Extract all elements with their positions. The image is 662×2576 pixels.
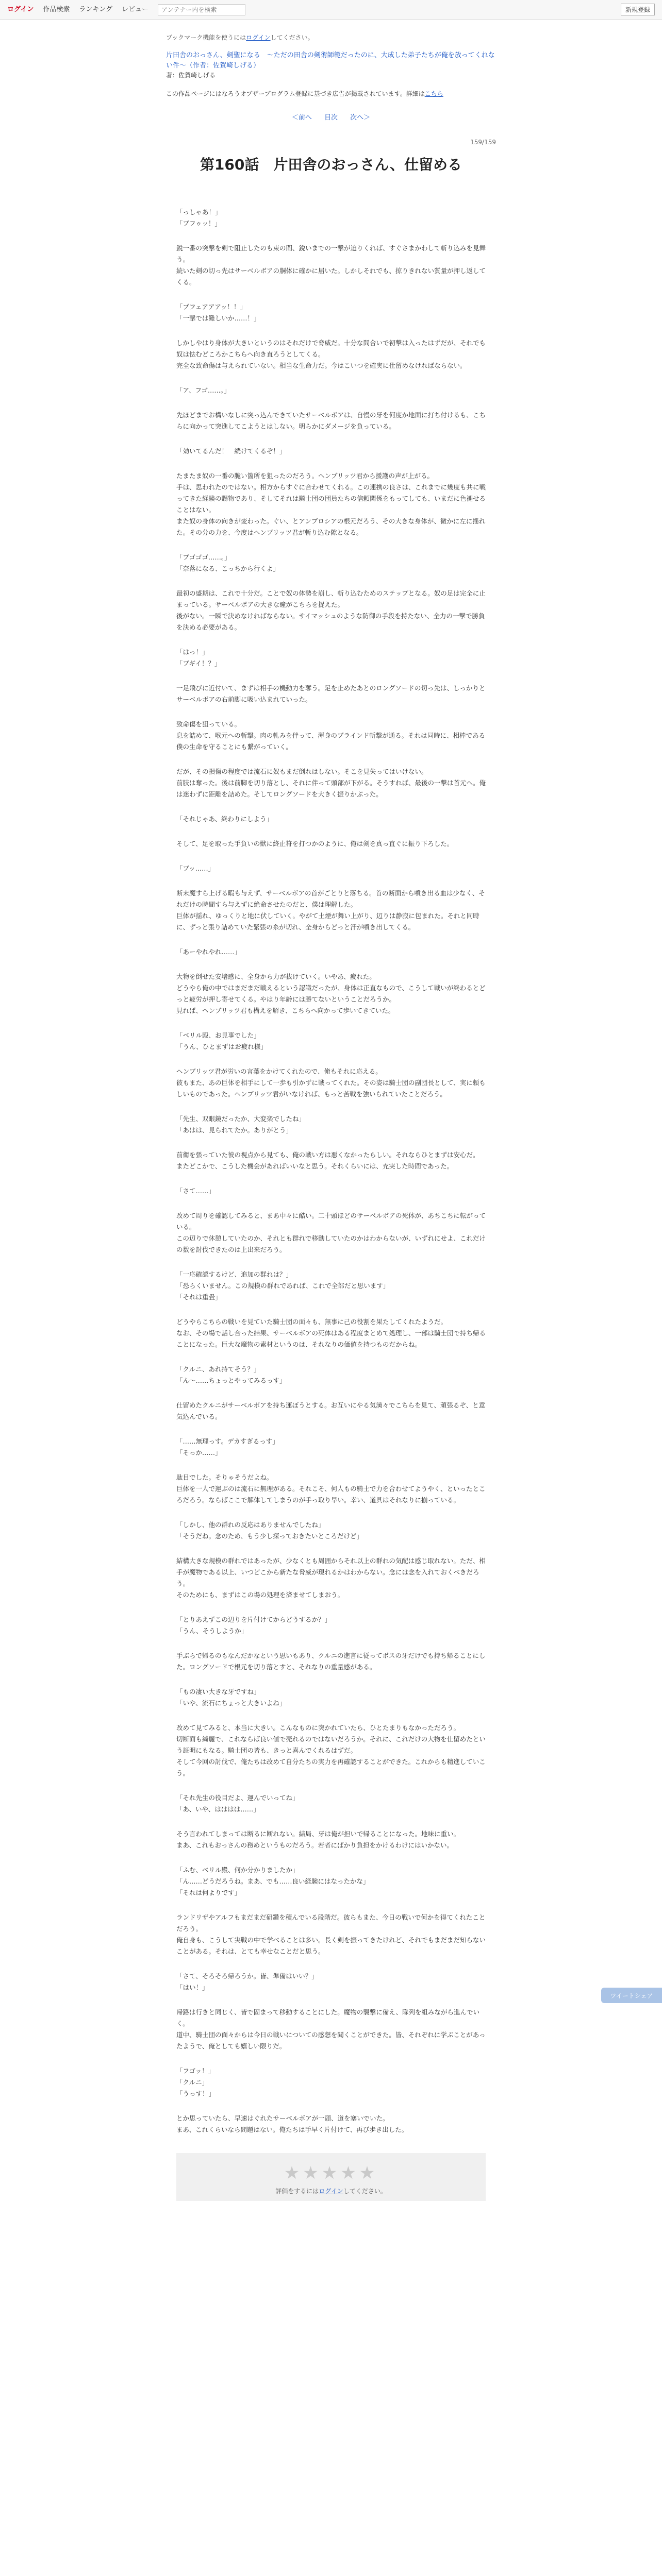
chapter-title: 第160話 片田舎のおっさん、仕留める	[200, 156, 462, 173]
star-icon[interactable]: ★	[284, 2162, 303, 2183]
body-paragraph: 「あーやれやれ……」	[176, 947, 241, 956]
main-container	[166, 20, 496, 176]
body-paragraph: とか思っていたら、早速はぐれたサーベルボアが一頭、道を塞いでいた。 まあ、これくらいなら問題はない。俺たちは手早く片付けて、再び歩き出した。	[176, 2114, 408, 2133]
body-paragraph: 「さて……」	[176, 1187, 216, 1195]
rating-login-link[interactable]: ログイン	[319, 2187, 343, 2195]
body-paragraph: どうやらこちらの戦いを見ていた騎士団の面々も、無事に己の役割を果たしてくれたようだ。 なお、その場で話し合った結果、サーベルボアの死体はある程度まとめて処理し、一部は騎士団で持ち帰ることになった。巨大な魔物の素材というのは、それなりの価値を持つものだからね。	[176, 1317, 486, 1348]
page-number: 159/159	[470, 138, 496, 146]
search-input[interactable]	[158, 4, 245, 15]
body-paragraph: 前衛を張っていた彼の視点から見ても、俺の戦い方は悪くなかったらしい。それならひとまずは安心だ。 またどこかで、こうした機会があればいいなと思う。それくらいには、充実した時間であった。	[176, 1150, 479, 1170]
body-paragraph: 先ほどまでお構いなしに突っ込んできていたサーベルボアは、自慢の牙を何度か地面に打ち付けるも、こちらに向かって突進してこようとはしない。明らかにダメージを負っている。	[176, 411, 486, 430]
body-paragraph: 「さて、そろそろ帰ろうか。皆、準備はいい？」 「はい！」	[176, 1972, 318, 1991]
star-icon[interactable]: ★	[340, 2162, 359, 2183]
star-icon[interactable]: ★	[359, 2162, 378, 2183]
series-title-link-line-1[interactable]: 片田舎のおっさん、剣聖になる ～ただの田舎の剣術師範だったのに、大成した弟子たちが俺を放ってくれな	[166, 52, 495, 59]
top-navigation-bar	[0, 0, 662, 20]
body-paragraph: 「効いてるんだ！ 続けてくるぞ！」	[176, 447, 286, 455]
bookmark-login-link[interactable]: ログイン	[246, 34, 271, 41]
ad-notice	[166, 89, 496, 98]
body-paragraph: 大物を倒せた安堵感に、全身から力が抜けていく。いやあ、疲れた。 どうやら俺の中ではまだまだ戦えるという認識だったが、身体は正直なもので、こうして戦いが終わるとどっと疲労が押し寄せてくる。やはり年齢には勝てないということだろうか。 見れば、ヘンブリッツ君も構えを解き、こちらへ向かって歩いてきていた。	[176, 972, 486, 1014]
body-paragraph: 「一応確認するけど、追加の群れは？」 「恐らくいません。この規模の群れであれば、これで全部だと思います」 「それは重畳」	[176, 1270, 390, 1301]
ad-notice-link[interactable]: こちら	[424, 90, 443, 97]
body-paragraph: 「先生、双眼鏡だったか、大変楽でしたね」 「あはは、見られてたか。ありがとう」	[176, 1114, 306, 1134]
ad-notice-text: この作品ページにはなろうオブザーブログラム登録に基づき広告が掲載されています。詳細は	[166, 90, 425, 97]
register-button[interactable]: 新規登録	[621, 4, 655, 15]
body-paragraph: 致命傷を狙っている。 息を詰めて、喉元への斬撃。肉の軋みを伴って、渾身のブラインド斬撃が通る。それは同時に、相棒である僕の生命を守ることにも繋がっていく。	[176, 720, 486, 751]
body-paragraph: 改めて周りを確認してみると、まあ中々に酷い。二十頭ほどのサーベルボアの死体が、あちこちに転がっている。 この辺りで休憩していたのか、それとも群れで移動していたのかはわからないが、いずれにせよ、これだけの数を討伐できたのは上出来だろう。	[176, 1211, 486, 1253]
body-paragraph: しかしやはり身体が大きいというのはそれだけで脅威だ。十分な間合いで初撃は入ったはずだが、それでも奴は怯むどころかこちらへ向き直ろうとしてくる。 完全な致命傷は与えられていない。相当な生命力だ。今はこいつを確実に仕留めなければならない。	[176, 338, 486, 369]
novel-body	[176, 207, 486, 2136]
body-paragraph: 「とりあえずこの辺りを片付けてからどうするか？」 「うん、そうしようか」	[176, 1615, 332, 1635]
body-paragraph: そして、足を取った手負いの獣に終止符を打つかのように、俺は剣を真っ直ぐに振り下ろした。	[176, 839, 454, 848]
find-works-link[interactable]: 作品検索	[43, 5, 70, 13]
body-paragraph: 改めて見てみると、本当に大きい。こんなものに突かれていたら、ひとたまりもなかっただろう。 切断面も綺麗で、これならば良い値で売れるのではないだろうか。それに、これだけの大物を仕留めたという証明にもなる。騎士団の皆も、きっと喜んでくれるはずだ。 そして今回の討伐で、俺たちは改めて自分たちの実力を再確認することができた。これからも精進していこう。	[176, 1723, 486, 1777]
login-link[interactable]: ログイン	[7, 5, 34, 13]
body-paragraph: たまたま奴の一番の脆い箇所を狙ったのだろう。ヘンブリッツ君から援護の声が上がる。 手は、思われたのではない。相方からすぐに合わせてくれる。この連携の良さは、これまでに幾度も共に戦ってきた経験の賜物であり、そしてそれは騎士団の団員たちの信頼関係をもってしても、いまだに色褪せることはない。 また奴の身体の向きが変わった。ぐい、とアンブロシアの根元だろう、その大きな身体が、微かに左に揺れた。その分の力を、今度はヘンブリッツ君が斬り込む隙となる。	[176, 471, 486, 536]
table-of-contents-link[interactable]: 目次	[324, 114, 338, 122]
body-paragraph: ランドリザやアルフもまだまだ研鑽を積んでいる段階だ。彼らもまた、今日の戦いで何かを得てくれたことだろう。 俺自身も、こうして実戦の中で学べることは多い。長く剣を振ってきたけれど、それでもまだまだ知らないことがある。それは、とても幸せなことだと思う。	[176, 1913, 486, 1955]
body-paragraph: 「……無理っす。デカすぎるっす」 「そっか……」	[176, 1437, 279, 1456]
rating-box	[176, 2153, 486, 2201]
rating-note	[176, 2187, 486, 2196]
body-paragraph: 鋭一番の突撃を剣で阻止したのも束の間、鋭いまでの一撃が迫りくれば、すぐさまかわして斬り込みを見舞う。 続いた剣の切っ先はサーベルボアの胴体に確かに届いた。しかしそれでも、掠りきれない質量が押し返してくる。	[176, 244, 486, 286]
body-paragraph: 「しかし、他の群れの反応はありませんでしたね」 「そうだね。念のため、もう少し探っておきたいところだけど」	[176, 1520, 363, 1540]
body-paragraph: 「ふむ、ベリル殿、何か分かりましたか」 「ん……どうだろうね。まあ、でも……良い経験にはなったかな」 「それは何よりです」	[176, 1866, 370, 1896]
bookmark-note-suffix: してください。	[270, 34, 314, 41]
pager	[166, 113, 496, 123]
star-icon[interactable]: ★	[321, 2162, 341, 2183]
body-paragraph: 「もの凄い大きな牙ですね」 「いや、流石にちょっと大きいよね」	[176, 1687, 286, 1707]
bookmark-note	[166, 33, 496, 42]
body-paragraph: 「ブフェアアアッ！！」 「一撃では難しいか……！」	[176, 302, 260, 322]
star-icon[interactable]: ★	[303, 2162, 322, 2183]
body-paragraph: 「それじゃあ、終わりにしよう」	[176, 815, 273, 823]
body-paragraph: 「それ先生の役目だよ、運んでいってね」 「あ、いや、はははは……」	[176, 1793, 299, 1813]
body-paragraph: 一足飛びに近付いて、まずは相手の機動力を奪う。足を止めたあとのロングソードの切っ先は、しっかりとサーベルボアの右前脚に吸い込まれていった。	[176, 684, 486, 703]
next-chapter-link[interactable]: 次へ＞	[350, 114, 371, 122]
body-paragraph: 帰路は行きと同じく、皆で固まって移動することにした。魔物の襲撃に備え、隊列を組みながら進んでいく。 道中、騎士団の面々からは今日の戦いについての感想を聞くことができた。皆、それぞれに学ぶことがあったようで、俺としても嬉しい限りだ。	[176, 2008, 486, 2050]
rating-stars	[176, 2160, 486, 2187]
author-name: 著：佐賀崎しげる	[166, 72, 216, 79]
body-paragraph: 「ベリル殿、お見事でした」 「うん、ひとまずはお疲れ様」	[176, 1031, 267, 1050]
body-paragraph: 仕留めたクルニがサーベルボアを持ち運ぼうとする。お互いにやる気満々でこちらを見て、頑張るぞ、と意気込んでいる。	[176, 1401, 486, 1420]
body-paragraph: 「ア、フゴ……。」	[176, 386, 230, 394]
tweet-share-button[interactable]: ツイートシェア	[601, 1988, 662, 2003]
body-paragraph: 手ぶらで帰るのもなんだかなという思いもあり、クルニの進言に従ってボスの牙だけでも持ち帰ることにした。ロングソードで根元を切り落とすと、それなりの重量感がある。	[176, 1651, 486, 1671]
body-paragraph: 最初の盛期は、これで十分だ。ことで奴の体勢を崩し、斬り込むためのステップとなる。奴の足は完全に止まっている。サーベルボアの大きな瞳がこちらを捉えた。 後がない。一瞬で決めなければならない。サイマッシュのような防御の手段を持たない、全力の一撃で勝負を決める必要がある。	[176, 589, 486, 631]
review-link[interactable]: レビュー	[122, 5, 149, 13]
body-paragraph: ヘンブリッツ君が労いの言葉をかけてくれたので、俺もそれに応える。 彼もまた、あの巨体を相手にして一歩も引かずに戦ってくれた。その姿は騎士団の副団長として、実に頼もしいものであった。ヘンブリッツ君がいなければ、もっと苦戦を強いられていたことだろう。	[176, 1067, 486, 1098]
series-title-link-line-2[interactable]: い件～（作者：佐賀崎しげる）	[166, 61, 260, 70]
body-paragraph: そう言われてしまっては断るに断れない。結局、牙は俺が担いで帰ることになった。地味に重い。 まあ、これもおっさんの務めというものだろう。若者にばかり負担をかけるわけにはいかない。	[176, 1829, 460, 1849]
rating-note-suffix: してください。	[343, 2187, 387, 2195]
ranking-link[interactable]: ランキング	[79, 5, 112, 13]
body-paragraph: だが、その損傷の程度では流石に奴もまだ倒れはしない。そこを見失ってはいけない。 前肢は奪った。後は前脚を切り落とし、それに伴って頭部が下がる。そうすれば、最後の一撃は首元へ。俺は迷わずに距離を詰めた。そしてロングソードを大きく振りかぶった。	[176, 767, 486, 798]
body-paragraph: 「っしゃあ！」 「ブフゥッ！」	[176, 208, 222, 227]
body-paragraph: 「フゴッ！」 「クルニ」 「うっす！」	[176, 2066, 216, 2097]
rating-note-prefix: 評価をするには	[275, 2187, 319, 2195]
body-paragraph: 駄目でした。そりゃそうだよね。 巨体を一人で運ぶのは流石に無理がある。それこそ、何人もの騎士で力を合わせてようやく、といったところだろう。ならばここで解体してしまうのが手っ取り早い。幸い、道具はそれなりに揃っている。	[176, 1473, 486, 1504]
body-paragraph: 結構大きな規模の群れではあったが、少なくとも周囲からそれ以上の群れの気配は感じ取れない。ただ、相手が魔物である以上、いつどこから新たな脅威が現れるかはわからない。念には念を入れておくべきだろう。 そのためにも、まずはこの場の処理を済ませてしまおう。	[176, 1556, 486, 1599]
body-paragraph: 「はっ！」 「ブギイ！？」	[176, 648, 221, 667]
body-paragraph: 「クルニ、あれ持てそう？」 「ん～……ちょっとやってみるっす」	[176, 1365, 286, 1384]
body-paragraph: 「ブゴゴゴ……。」 「奈落になる、こっちから行くよ」	[176, 553, 279, 572]
bookmark-note-prefix: ブックマーク機能を使うには	[166, 34, 246, 41]
body-paragraph: 「ブッ……」	[176, 864, 215, 872]
body-paragraph: 断末魔すら上げる暇も与えず、サーベルボアの首がごとりと落ちる。首の断面から噴き出る血は少なく、それだけの時間すら与えずに絶命させたのだと、僕は理解した。 巨体が揺れ、ゆっくりと地に伏していく。やがて土煙が舞い上がり、辺りは静寂に包まれた。それと同時に、ずっと張り詰めていた緊張の糸が切れ、全身からどっと汗が噴き出してくる。	[176, 889, 485, 931]
prev-chapter-link[interactable]: ＜前へ	[291, 114, 312, 122]
